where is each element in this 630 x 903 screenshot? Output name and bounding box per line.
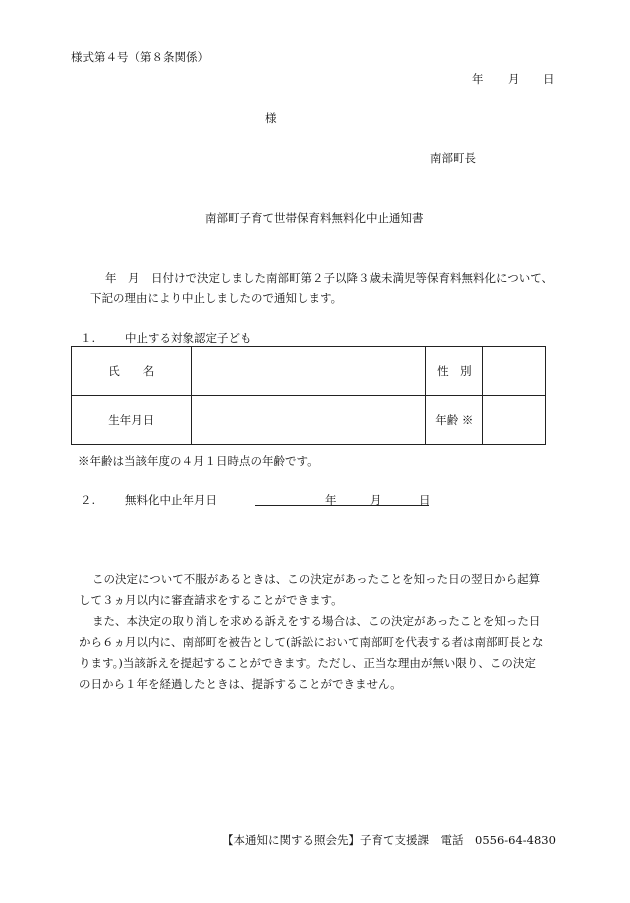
date-day-label: 日: [543, 72, 555, 86]
date-month-label: 月: [508, 72, 520, 86]
gender-label-cell: 性 別: [426, 347, 483, 396]
section2-number: ２.: [80, 493, 96, 507]
name-label-cell: 氏 名: [72, 347, 192, 396]
section1-number: １.: [80, 331, 96, 345]
age-note: ※年齢は当該年度の４月１日時点の年齢です。: [78, 454, 319, 468]
appeal-p2-line1: また、本決定の取り消しを求める訴えをする場合は、この決定があったことを知った日: [92, 614, 541, 628]
contact-info: 【本通知に関する照会先】子育て支援課 電話 0556-64-4830: [222, 833, 556, 847]
document-title: 南部町子育て世帯保育料無料化中止通知書: [205, 211, 424, 225]
recipient-suffix: 様: [265, 111, 277, 125]
cancel-date-line[interactable]: [255, 491, 429, 506]
cancel-date-month: 月: [370, 493, 382, 507]
appeal-p2-line3: ります。)当該訴えを提起することができます。ただし、正当な理由が無い限り、この決定: [79, 656, 536, 670]
intro-line-2: 下記の理由により中止しましたので通知します。: [90, 291, 343, 305]
age-value-cell[interactable]: [483, 396, 546, 445]
cancel-date-year: 年: [325, 493, 337, 507]
appeal-p1-line1: この決定について不服があるときは、この決定があったことを知った日の翌日から起算: [92, 572, 541, 586]
name-value-cell[interactable]: [191, 347, 426, 396]
form-number: 様式第４号（第８条関係）: [71, 50, 209, 64]
table-row: [72, 347, 546, 396]
appeal-p2-line2: から６ヵ月以内に、南部町を被告として(訴訟において南部町を代表する者は南部町長とな: [79, 635, 544, 649]
section2-heading: 無料化中止年月日: [125, 493, 217, 507]
section1-heading: 中止する対象認定子ども: [125, 331, 252, 345]
cancel-date-day: 日: [419, 493, 431, 507]
birthdate-value-cell[interactable]: [191, 396, 426, 445]
date-year-label: 年: [472, 72, 484, 86]
appeal-p2-line4: の日から１年を経過したときは、提訴することができません。: [79, 677, 402, 691]
birthdate-label-cell: 生年月日: [72, 396, 192, 445]
gender-value-cell[interactable]: [483, 347, 546, 396]
age-label-cell: 年齢 ※: [426, 396, 483, 445]
intro-line-1: 年 月 日付けで決定しました南部町第２子以降３歳未満児等保育料無料化について、: [105, 271, 554, 285]
table-row: [72, 396, 546, 445]
appeal-p1-line2: して３ヵ月以内に審査請求をすることができます。: [79, 593, 343, 607]
child-info-table: [71, 346, 546, 445]
issuer-name: 南部町長: [430, 151, 476, 165]
